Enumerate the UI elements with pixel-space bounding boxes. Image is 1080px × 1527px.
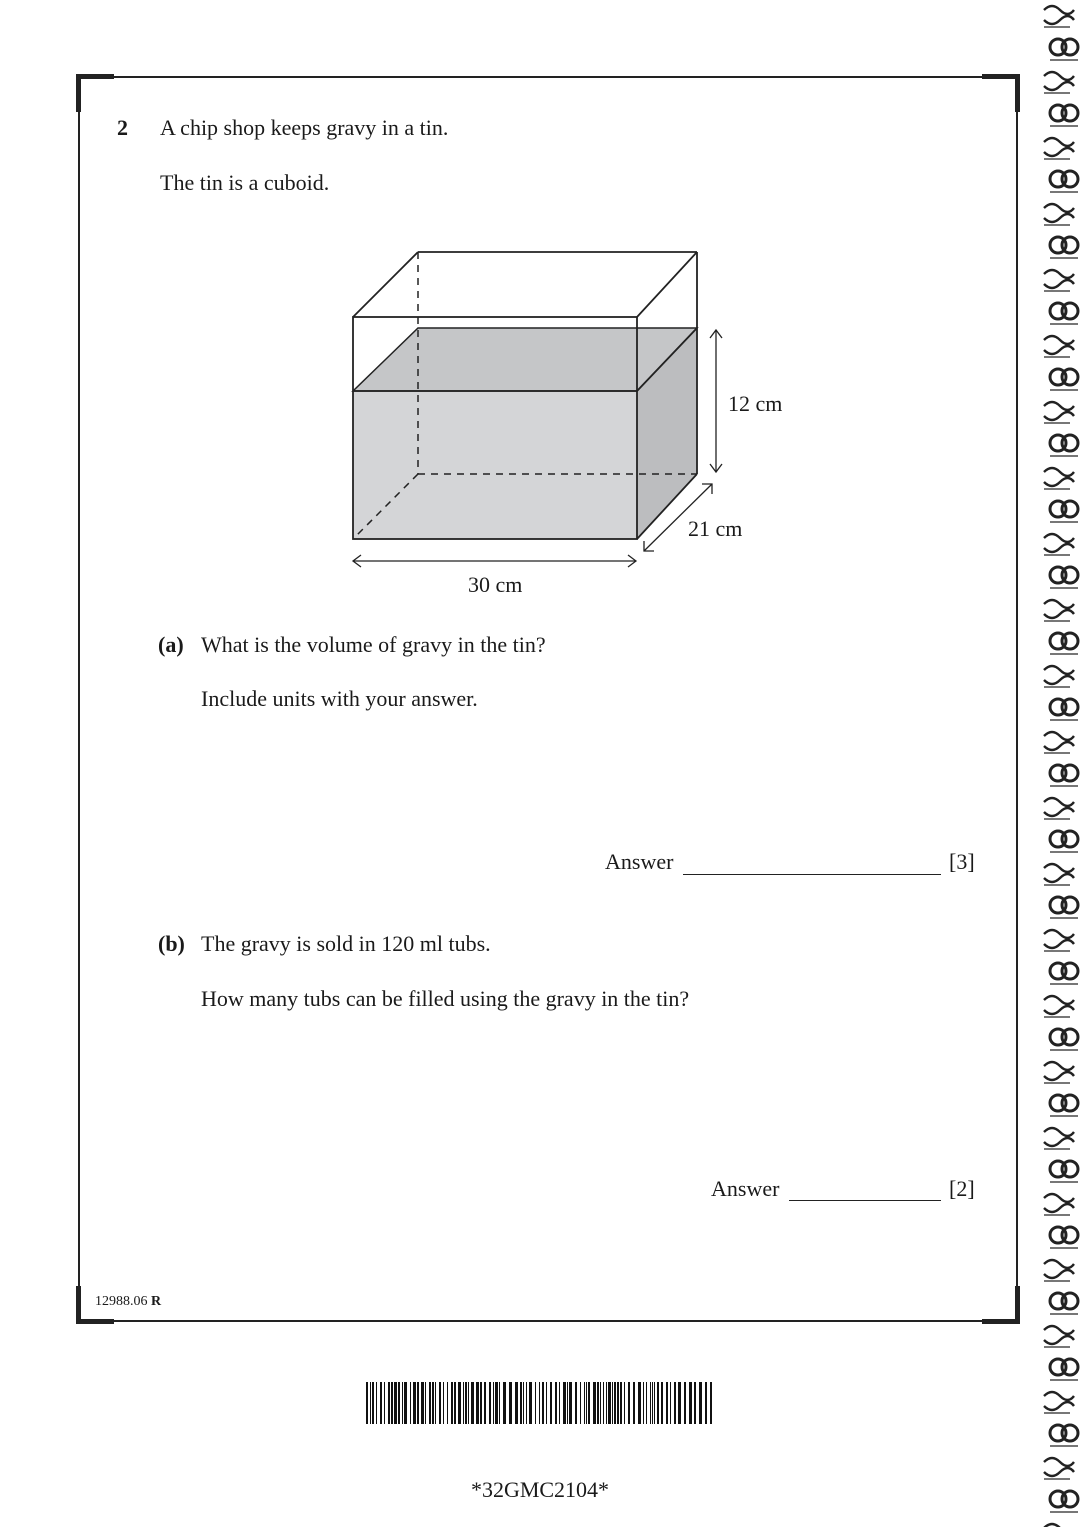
sidebar-logo-a-icon <box>1044 732 1074 754</box>
sidebar-logo-b-icon <box>1050 501 1078 523</box>
sidebar-logo-b-icon <box>1050 1227 1078 1249</box>
barcode-bar <box>499 1382 500 1424</box>
barcode-bar <box>661 1382 663 1424</box>
barcode-bar <box>468 1382 469 1424</box>
barcode-bar <box>593 1382 596 1424</box>
barcode-bar <box>606 1382 607 1424</box>
sidebar-logo-b-icon <box>1050 171 1078 193</box>
sidebar-logo-b-icon <box>1050 1491 1078 1513</box>
barcode-bar <box>559 1382 560 1424</box>
barcode-bar <box>463 1382 464 1424</box>
gravy-front-face <box>353 391 637 539</box>
sidebar-logo-a-icon <box>1044 1392 1074 1414</box>
barcode <box>366 1382 716 1424</box>
sidebar-logo-b-icon <box>1050 1095 1078 1117</box>
barcode-bar <box>484 1382 486 1424</box>
corner-mark-bottom-left <box>76 1319 114 1324</box>
sidebar-logo-a-icon <box>1044 1062 1074 1084</box>
sidebar-logo-a-icon <box>1044 930 1074 952</box>
barcode-bar <box>542 1382 544 1424</box>
sidebar-logo-a-icon <box>1044 336 1074 358</box>
barcode-bar <box>402 1382 403 1424</box>
barcode-bar <box>372 1382 374 1424</box>
barcode-bar <box>515 1382 518 1424</box>
part-a-answer-label: Answer <box>605 849 674 874</box>
sidebar-logo-b-icon <box>1050 237 1078 259</box>
depth-label: 21 cm <box>688 516 743 541</box>
part-b-label: (b) <box>158 931 185 956</box>
sidebar-logo-b-icon <box>1050 765 1078 787</box>
barcode-text: *32GMC2104* <box>470 1477 610 1502</box>
paper-code-number: 12988.06 <box>95 1294 148 1309</box>
sidebar-logo-a-icon <box>1044 270 1074 292</box>
barcode-bar <box>699 1382 702 1424</box>
sidebar-logo-a-icon <box>1044 1128 1074 1150</box>
barcode-bar <box>555 1382 557 1424</box>
barcode-bar <box>620 1382 622 1424</box>
barcode-bar <box>563 1382 566 1424</box>
sidebar-logo-a-icon <box>1044 1326 1074 1348</box>
part-b-answer-line[interactable] <box>789 1200 941 1201</box>
barcode-bar <box>394 1382 397 1424</box>
barcode-bar <box>646 1382 647 1424</box>
barcode-bar <box>376 1382 377 1424</box>
barcode-bar <box>432 1382 434 1424</box>
question-intro: A chip shop keeps gravy in a tin. <box>160 115 449 140</box>
barcode-bar <box>380 1382 382 1424</box>
barcode-bar <box>417 1382 419 1424</box>
sidebar-logo-a-icon <box>1044 402 1074 424</box>
barcode-bar <box>509 1382 512 1424</box>
question-intro-2: The tin is a cuboid. <box>160 170 330 195</box>
sidebar-logo-a-icon <box>1044 600 1074 622</box>
barcode-bar <box>612 1382 613 1424</box>
barcode-bar <box>684 1382 686 1424</box>
barcode-bar <box>567 1382 568 1424</box>
barcode-bar <box>628 1382 630 1424</box>
sidebar-logo-b-icon <box>1050 369 1078 391</box>
sidebar-logo-a-icon <box>1044 798 1074 820</box>
barcode-bar <box>617 1382 619 1424</box>
height-label: 12 cm <box>728 391 783 416</box>
barcode-bar <box>476 1382 479 1424</box>
barcode-bar <box>569 1382 572 1424</box>
barcode-bar <box>503 1382 506 1424</box>
part-b-marks: [2] <box>949 1176 975 1201</box>
barcode-bar <box>652 1382 653 1424</box>
barcode-bar <box>404 1382 407 1424</box>
barcode-bar <box>471 1382 474 1424</box>
part-a-marks: [3] <box>949 849 975 874</box>
question-number: 2 <box>117 115 128 140</box>
barcode-bar <box>694 1382 696 1424</box>
barcode-bar <box>529 1382 532 1424</box>
barcode-bar <box>580 1382 581 1424</box>
barcode-bar <box>657 1382 659 1424</box>
barcode-bar <box>670 1382 671 1424</box>
barcode-bar <box>398 1382 400 1424</box>
barcode-bar <box>388 1382 390 1424</box>
barcode-bar <box>689 1382 692 1424</box>
barcode-bar <box>584 1382 585 1424</box>
barcode-bar <box>643 1382 644 1424</box>
barcode-bar <box>588 1382 590 1424</box>
barcode-bar <box>654 1382 655 1424</box>
sidebar-logo-a-icon <box>1044 138 1074 160</box>
corner-mark-bottom-left-v <box>76 1286 81 1324</box>
sidebar-logo-a-icon <box>1044 996 1074 1018</box>
sidebar-logo-b-icon <box>1050 1425 1078 1447</box>
sidebar-logo-a-icon <box>1044 1458 1074 1480</box>
barcode-bar <box>384 1382 385 1424</box>
barcode-bar <box>650 1382 651 1424</box>
sidebar-logo-b-icon <box>1050 633 1078 655</box>
part-a-instruction: Include units with your answer. <box>201 686 478 711</box>
part-b-instruction: How many tubs can be filled using the gravy in the tin? <box>201 986 690 1011</box>
corner-mark-bottom-right-v <box>1015 1286 1020 1324</box>
barcode-bar <box>666 1382 668 1424</box>
sidebar-logo-b-icon <box>1050 1029 1078 1051</box>
barcode-bar <box>435 1382 436 1424</box>
barcode-bar <box>425 1382 426 1424</box>
barcode-bar <box>546 1382 547 1424</box>
barcode-bar <box>526 1382 527 1424</box>
barcode-bar <box>454 1382 456 1424</box>
barcode-bar <box>429 1382 431 1424</box>
part-a-question: What is the volume of gravy in the tin? <box>201 632 546 657</box>
barcode-bar <box>624 1382 625 1424</box>
height-arrow <box>710 330 722 472</box>
sidebar-logo-b-icon <box>1050 831 1078 853</box>
sidebar-logo-b-icon <box>1050 435 1078 457</box>
barcode-bar <box>489 1382 491 1424</box>
barcode-bar <box>370 1382 371 1424</box>
sidebar-logo-a-icon <box>1044 204 1074 226</box>
barcode-bar <box>523 1382 524 1424</box>
barcode-bar <box>451 1382 453 1424</box>
barcode-bar <box>550 1382 552 1424</box>
sidebar-logo-a-icon <box>1044 72 1074 94</box>
sidebar-logo-b-icon <box>1050 1359 1078 1381</box>
barcode-bar <box>539 1382 540 1424</box>
barcode-bar <box>421 1382 424 1424</box>
barcode-bar <box>600 1382 601 1424</box>
sidebar-logo-a-icon <box>1044 468 1074 490</box>
barcode-bar <box>458 1382 461 1424</box>
barcode-bar <box>366 1382 368 1424</box>
sidebar-logo-a-icon <box>1044 1260 1074 1282</box>
sidebar-logo-strip <box>1036 0 1080 1527</box>
barcode-bar <box>413 1382 416 1424</box>
barcode-bar <box>710 1382 712 1424</box>
barcode-bar <box>674 1382 676 1424</box>
barcode-bar <box>535 1382 536 1424</box>
barcode-bar <box>439 1382 441 1424</box>
sidebar-logo-a-icon <box>1044 864 1074 886</box>
barcode-bar <box>495 1382 498 1424</box>
paper-code <box>95 1294 161 1310</box>
barcode-bar <box>705 1382 707 1424</box>
sidebar-logo-b-icon <box>1050 963 1078 985</box>
paper-code-suffix: R <box>151 1294 162 1309</box>
barcode-bar <box>443 1382 444 1424</box>
barcode-bar <box>608 1382 611 1424</box>
barcode-bar <box>597 1382 599 1424</box>
sidebar-logo-b-icon <box>1050 897 1078 919</box>
sidebar-logo-a-icon <box>1044 6 1074 28</box>
width-label: 30 cm <box>468 572 523 597</box>
width-arrow <box>353 555 636 567</box>
barcode-bar <box>614 1382 616 1424</box>
barcode-bar <box>633 1382 635 1424</box>
sidebar-logo-b-icon <box>1050 1161 1078 1183</box>
barcode-bar <box>493 1382 494 1424</box>
sidebar-logo-b-icon <box>1050 1293 1078 1315</box>
barcode-bar <box>480 1382 482 1424</box>
barcode-bar <box>638 1382 641 1424</box>
part-b-answer-label: Answer <box>711 1176 780 1201</box>
sidebar-logo-b-icon <box>1050 39 1078 61</box>
barcode-bar <box>586 1382 587 1424</box>
part-a-label: (a) <box>158 632 184 657</box>
sidebar-logo-a-icon <box>1044 666 1074 688</box>
barcode-bar <box>678 1382 681 1424</box>
sidebar-logo-b-icon <box>1050 567 1078 589</box>
barcode-bar <box>603 1382 604 1424</box>
barcode-bar <box>465 1382 467 1424</box>
sidebar-logo-a-icon <box>1044 1194 1074 1216</box>
barcode-bar <box>410 1382 411 1424</box>
sidebar-logo-b-icon <box>1050 303 1078 325</box>
sidebar-logo-b-icon <box>1050 699 1078 721</box>
barcode-bar <box>447 1382 448 1424</box>
barcode-bar <box>520 1382 522 1424</box>
part-b-question: The gravy is sold in 120 ml tubs. <box>201 931 491 956</box>
cuboid-diagram <box>0 0 1080 620</box>
barcode-bar <box>575 1382 577 1424</box>
barcode-bar <box>391 1382 393 1424</box>
part-a-answer-line[interactable] <box>683 874 941 875</box>
sidebar-logo-b-icon <box>1050 105 1078 127</box>
sidebar-logo-a-icon <box>1044 534 1074 556</box>
